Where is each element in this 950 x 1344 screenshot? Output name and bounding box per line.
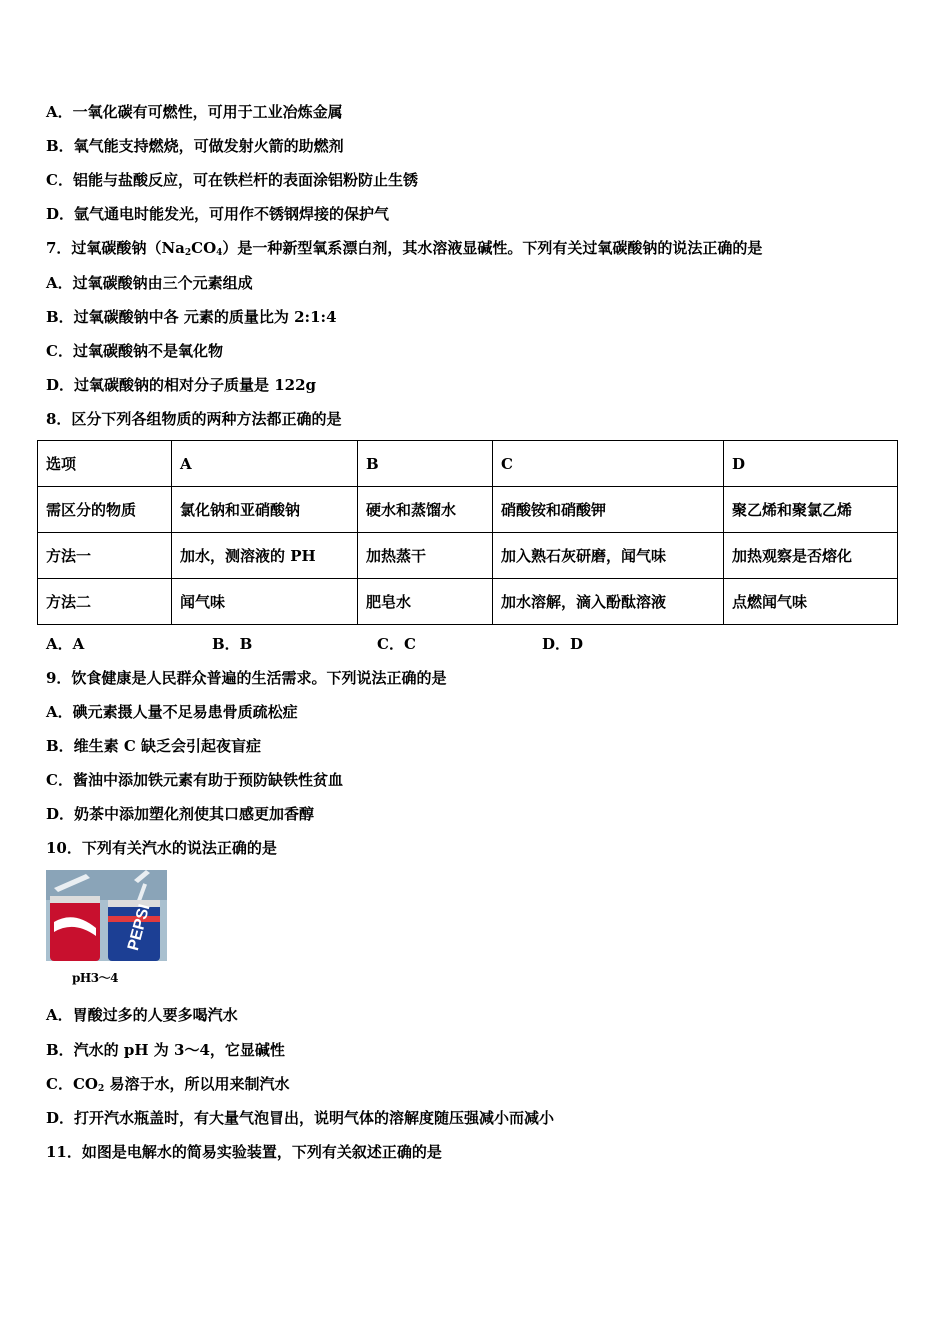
q8-stem: 8．区分下列各组物质的两种方法都正确的是 [46,410,342,428]
q8-choice-a: A．A [46,635,85,653]
table-cell: 点燃闻气味 [724,579,898,625]
table-cell: 方法一 [38,533,172,579]
table-cell: 加入熟石灰研磨，闻气味 [493,533,724,579]
q10-option-d: D．打开汽水瓶盖时，有大量气泡冒出，说明气体的溶解度随压强减小而减小 [46,1109,555,1127]
table-cell: D [724,441,898,487]
q10-option-a: A．胃酸过多的人要多喝汽水 [46,1006,238,1024]
table-cell: 选项 [38,441,172,487]
q10-option-c: C．$CO_2$ 易溶于水，所以用来制汽水 [46,1075,290,1094]
q8-choice-c: C．C [377,635,416,653]
table-row [38,579,898,625]
q10-stem: 10．下列有关汽水的说法正确的是 [46,839,277,857]
q11-stem: 11．如图是电解水的简易实验装置，下列有关叙述正确的是 [46,1143,442,1161]
q8-choice-b: B．B [212,635,253,653]
soda-cans-illustration [46,870,167,961]
table-cell: 闻气味 [172,579,358,625]
q6-option-c: C．铝能与盐酸反应，可在铁栏杆的表面涂铝粉防止生锈 [46,171,418,189]
table-cell: 需区分的物质 [38,487,172,533]
q6-option-d: D．氩气通电时能发光，可用作不锈钢焊接的保护气 [46,205,390,223]
table-cell: C [493,441,724,487]
table-cell: 氯化钠和亚硝酸钠 [172,487,358,533]
table-cell: 聚乙烯和聚氯乙烯 [724,487,898,533]
table-cell: 硬水和蒸馏水 [358,487,493,533]
q9-option-b: B．维生素 C 缺乏会引起夜盲症 [46,737,262,755]
q9-option-d: D．奶茶中添加塑化剂使其口感更加香醇 [46,805,315,823]
q8-table [37,440,898,625]
table-cell: 肥皂水 [358,579,493,625]
q7-option-c: C．过氧碳酸钠不是氧化物 [46,342,223,360]
table-cell: 加热观察是否熔化 [724,533,898,579]
svg-text:PEPSI: PEPSI [124,902,154,953]
q8-choice-d: D．D [542,635,584,653]
table-cell: 加热蒸干 [358,533,493,579]
q9-option-a: A．碘元素摄人量不足易患骨质疏松症 [46,703,298,721]
q7-option-b: B．过氧碳酸钠中各 元素的质量比为 2:1:4 [46,308,337,326]
q9-stem: 9．饮食健康是人民群众普遍的生活需求。下列说法正确的是 [46,669,447,687]
q9-option-c: C．酱油中添加铁元素有助于预防缺铁性贫血 [46,771,343,789]
table-row [38,487,898,533]
q10-option-b: B．汽水的 pH 为 3～4，它显碱性 [46,1041,285,1059]
q7-stem: 7．过氧碳酸钠$(Na_2CO_4)$是一种新型氧系漂白剂，其水溶液显碱性。下列有关过氧碳酸钠的说法正确的是 [46,239,763,258]
table-cell: A [172,441,358,487]
table-cell: B [358,441,493,487]
q6-option-a: A．一氧化碳有可燃性，可用于工业冶炼金属 [46,103,343,121]
table-cell: 硝酸铵和硝酸钾 [493,487,724,533]
table-cell: 方法二 [38,579,172,625]
table-cell: 加水溶解，滴入酚酞溶液 [493,579,724,625]
table-row [38,441,898,487]
q7-option-a: A．过氧碳酸钠由三个元素组成 [46,274,253,292]
soda-cans-image [46,870,167,961]
table-cell: 加水，测溶液的 PH [172,533,358,579]
table-row [38,533,898,579]
q7-option-d: D．过氧碳酸钠的相对分子质量是 122g [46,376,317,394]
q6-option-b: B．氧气能支持燃烧，可做发射火箭的助燃剂 [46,137,344,155]
image-caption: pH3～4 [72,971,118,985]
